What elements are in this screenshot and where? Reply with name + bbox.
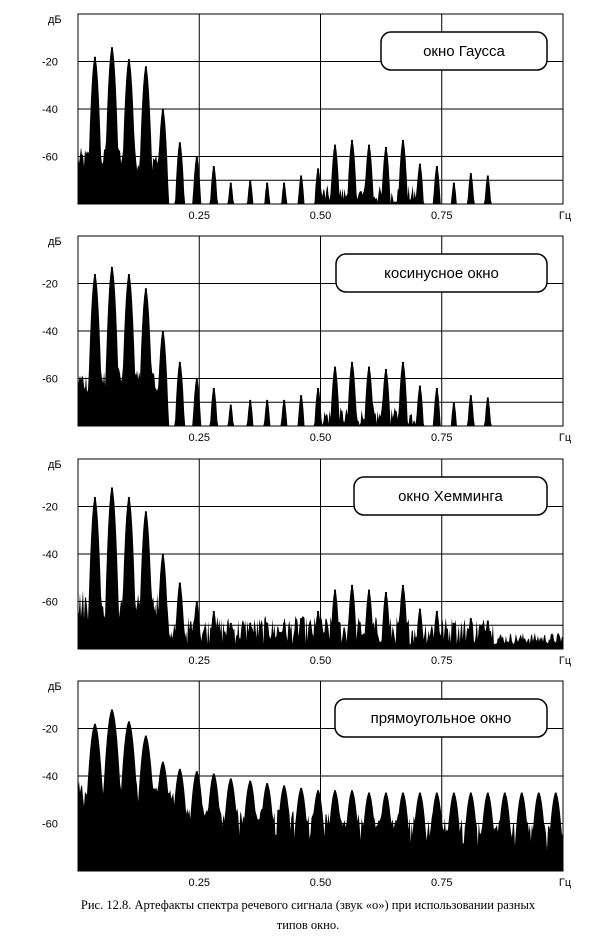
y-axis-unit: дБ [48, 14, 62, 26]
window-label: прямоугольное окно [370, 710, 512, 727]
x-tick-label: 0.25 [188, 210, 210, 222]
y-axis-unit: дБ [48, 459, 62, 471]
window-label: окно Гаусса [423, 43, 505, 60]
x-axis-unit: Гц [558, 655, 572, 667]
x-tick-label: 0.75 [431, 877, 453, 889]
window-label: окно Хемминга [398, 488, 503, 505]
y-tick-label: -40 [42, 104, 58, 116]
x-tick-label: 0.75 [431, 432, 453, 444]
y-tick-label: -20 [42, 278, 58, 291]
x-tick-label: 0.25 [188, 877, 210, 889]
y-tick-label: -20 [42, 56, 58, 69]
chart-panel-gauss [42, 14, 572, 222]
x-tick-label: 0.25 [188, 655, 210, 667]
y-tick-label: -60 [42, 151, 58, 164]
y-tick-label: -20 [42, 501, 58, 514]
x-tick-label: 0.50 [309, 432, 332, 444]
chart-panel-cosine [42, 236, 572, 444]
x-tick-label: 0.50 [309, 210, 332, 222]
y-tick-label: -60 [42, 818, 58, 831]
y-axis-unit: дБ [48, 681, 62, 693]
x-axis-unit: Гц [558, 877, 572, 889]
window-label: косинусное окно [384, 265, 499, 282]
y-tick-label: -40 [42, 326, 58, 338]
x-axis-unit: Гц [558, 432, 572, 444]
chart-panel-rectangular [42, 681, 572, 889]
y-tick-label: -60 [42, 596, 58, 609]
x-tick-label: 0.50 [309, 655, 332, 667]
caption-line-2: типов окно. [276, 918, 340, 932]
x-tick-label: 0.50 [309, 877, 332, 889]
x-tick-label: 0.75 [431, 655, 453, 667]
figure-caption [0, 895, 616, 935]
chart-panel-hamming [42, 459, 572, 667]
y-tick-label: -40 [42, 549, 58, 561]
caption-line-1: Рис. 12.8. Артефакты спектра речевого сигнала (звук «о») при использовании разных [80, 898, 536, 912]
x-axis-unit: Гц [558, 210, 572, 222]
y-tick-label: -40 [42, 771, 58, 783]
y-tick-label: -20 [42, 723, 58, 736]
x-tick-label: 0.25 [188, 432, 210, 444]
y-tick-label: -60 [42, 373, 58, 386]
x-tick-label: 0.75 [431, 210, 453, 222]
y-axis-unit: дБ [48, 236, 62, 248]
